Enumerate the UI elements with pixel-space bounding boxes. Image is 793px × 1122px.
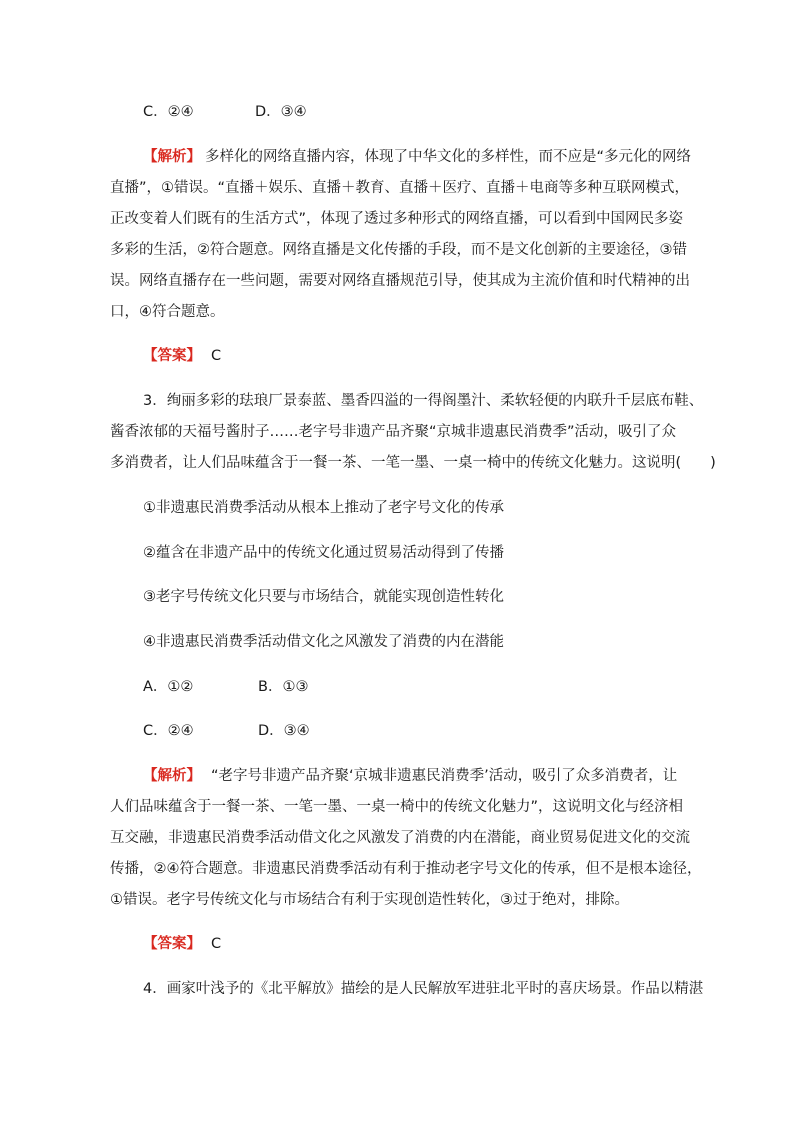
q3-options-ab — [143, 676, 718, 698]
q3-options-cd — [143, 720, 718, 742]
q2-answer-line — [143, 345, 718, 367]
q3-statement-1: ①非遗惠民消费季活动从根本上推动了老字号文化的传承 — [143, 500, 504, 516]
q2-analysis-line-3: 正改变着人们既有的生活方式”，体现了透过多种形式的网络直播，可以看到中国网民多姿 — [110, 211, 684, 227]
q3-answer-line — [143, 933, 718, 955]
q2-options-cd — [143, 101, 718, 123]
q3-statement-4: ④非遗惠民消费季活动借文化之风激发了消费的内在潜能 — [143, 634, 504, 650]
q2-answer-tag: 【答案】 — [143, 348, 201, 364]
q3-option-b: B．①③ — [258, 679, 309, 695]
q3-answer-tag: 【答案】 — [143, 936, 201, 952]
q2-analysis-line-1 — [143, 146, 718, 168]
q3-analysis-line-3: 互交融，非遗惠民消费季活动借文化之风激发了消费的内在潜能，商业贸易促进文化的交流 — [110, 830, 690, 846]
q3-analysis-line-5: ①错误。老字号传统文化与市场结合有利于实现创造性转化，③过于绝对，排除。 — [110, 892, 629, 908]
q2-analysis-line-2: 直播”，①错误。“直播＋娱乐、直播＋教育、直播＋医疗、直播＋电商等多种互联网模式， — [110, 180, 690, 196]
q3-answer-value: C — [211, 936, 222, 952]
q2-analysis-line-6: 口，④符合题意。 — [110, 304, 225, 320]
q3-stem-line-1: 3．绚丽多彩的珐琅厂景泰蓝、墨香四溢的一得阁墨汁、柔软轻便的内联升千层底布鞋、 — [143, 393, 704, 409]
q2-analysis-tag: 【解析】 — [143, 149, 201, 165]
q2-answer-value: C — [211, 348, 222, 364]
q2-analysis-text-1: 多样化的网络直播内容，体现了中华文化的多样性，而不应是“多元化的网络 — [205, 149, 692, 165]
q3-stem-line-3: 多消费者，让人们品味蕴含于一餐一茶、一笔一墨、一桌一椅中的传统文化魅力。这说明( ) — [110, 455, 716, 471]
q3-analysis-line-4: 传播，②④符合题意。非遗惠民消费季活动有利于推动老字号文化的传承，但不是根本途径， — [110, 861, 702, 877]
q4-stem-line-1: 4．画家叶浅予的《北平解放》描绘的是人民解放军进驻北平时的喜庆场景。作品以精湛 — [143, 981, 704, 997]
q3-analysis-line-1 — [143, 765, 718, 787]
q3-statement-3: ③老字号传统文化只要与市场结合，就能实现创造性转化 — [143, 589, 504, 605]
q2-analysis-line-5: 误。网络直播存在一些问题，需要对网络直播规范引导，使其成为主流价值和时代精神的出 — [110, 273, 690, 289]
q3-analysis-tag: 【解析】 — [143, 768, 201, 784]
q3-option-d: D．③④ — [258, 723, 310, 739]
q3-option-c: C．②④ — [143, 723, 194, 739]
q3-stem-line-2: 酱香浓郁的天福号酱肘子……老字号非遗产品齐聚“京城非遗惠民消费季”活动，吸引了众 — [110, 424, 677, 440]
q3-analysis-line-2: 人们品味蕴含于一餐一茶、一笔一墨、一桌一椅中的传统文化魅力”，这说明文化与经济相 — [110, 799, 684, 815]
q2-option-d: D．③④ — [255, 104, 307, 120]
q3-option-a: A．①② — [143, 679, 194, 695]
q2-option-c: C．②④ — [143, 104, 194, 120]
q3-statement-2: ②蕴含在非遗产品中的传统文化通过贸易活动得到了传播 — [143, 545, 504, 561]
q2-analysis-line-4: 多彩的生活，②符合题意。网络直播是文化传播的手段，而不是文化创新的主要途径，③错 — [110, 242, 687, 258]
q3-analysis-text-1: “老字号非遗产品齐聚‘京城非遗惠民消费季’活动，吸引了众多消费者，让 — [211, 768, 678, 784]
